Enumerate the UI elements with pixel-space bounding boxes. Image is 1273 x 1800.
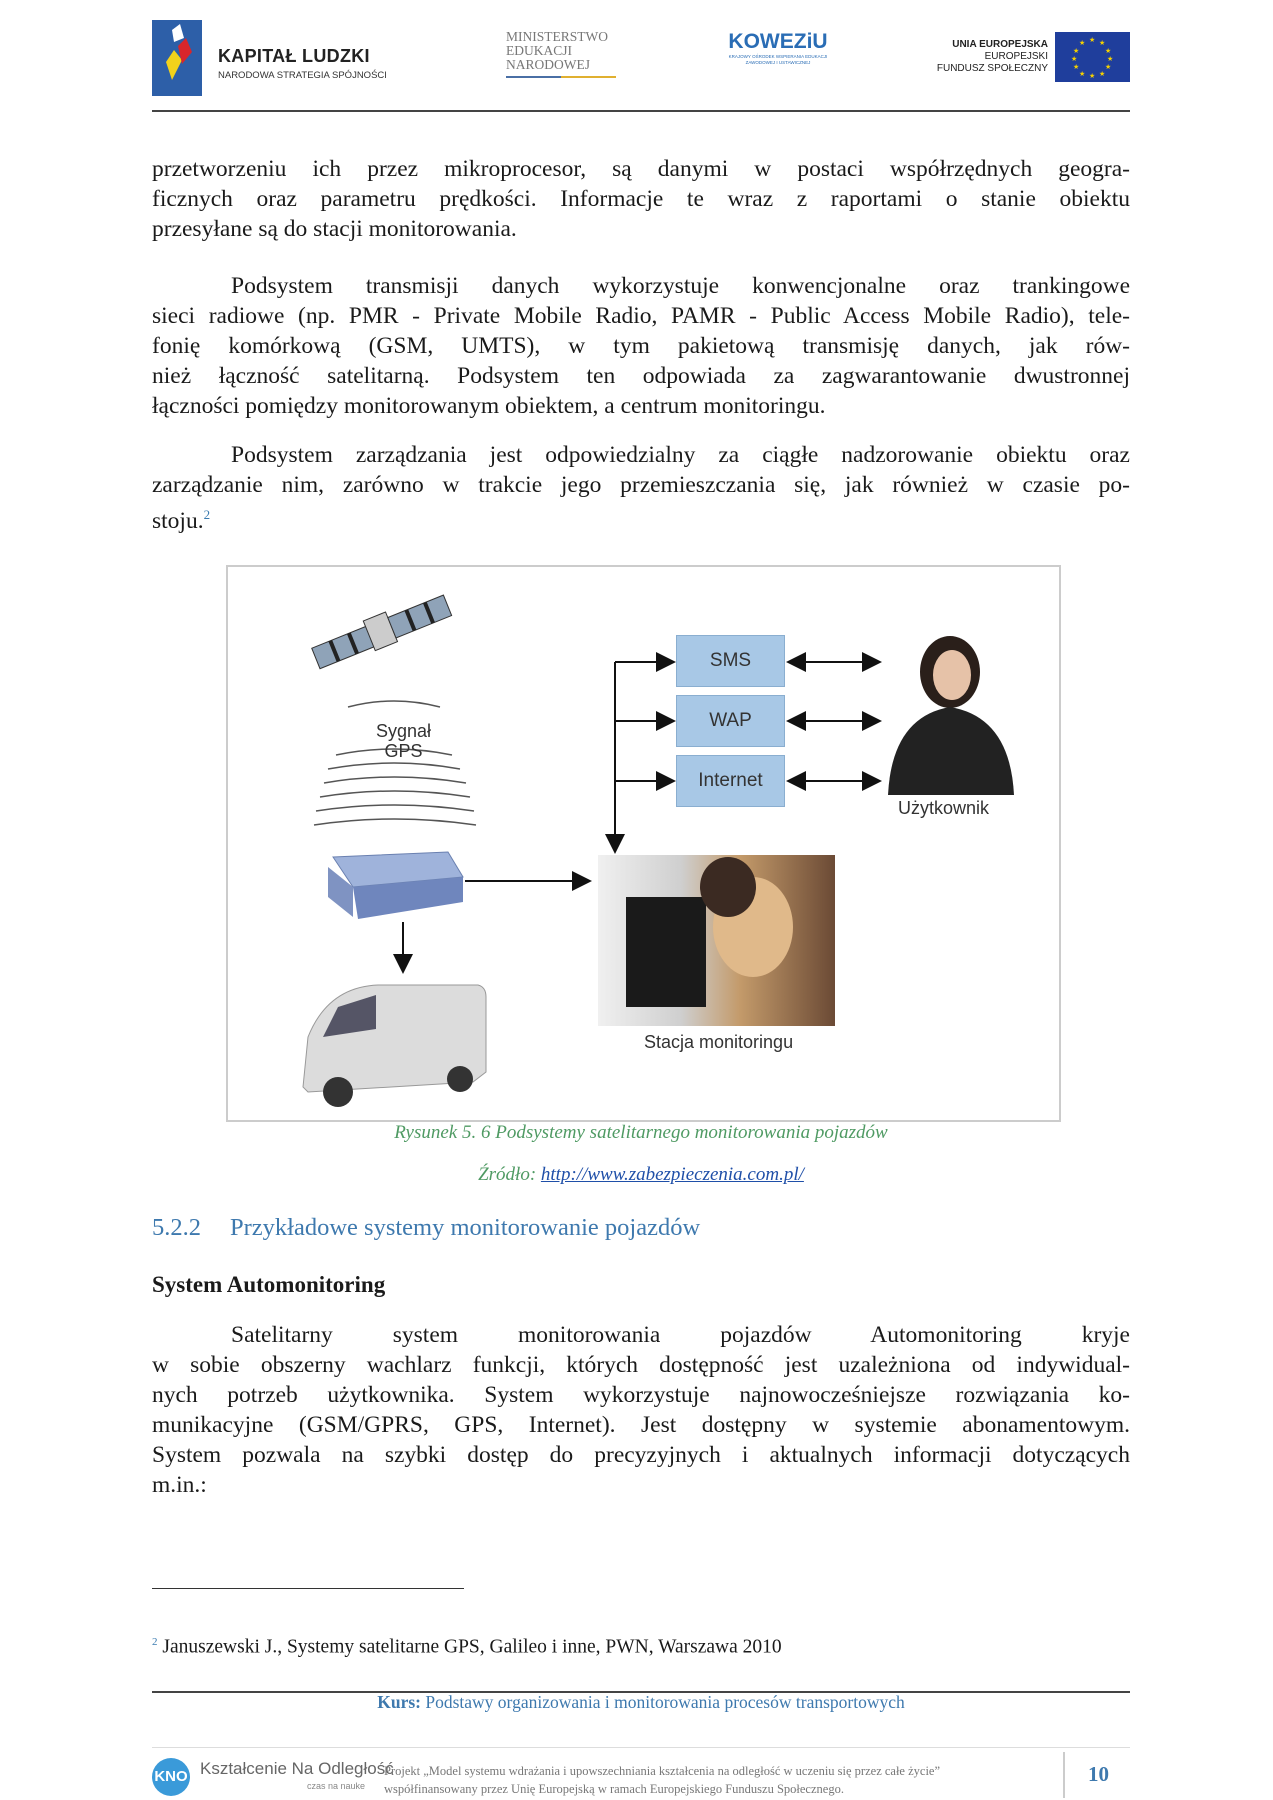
course-line [152,1692,1130,1713]
text-line: Podsystem zarządzania jest odpowiedzialny za ciągłe nadzorowanie obiektu oraz [231,442,1130,468]
subheading: System Automonitoring [152,1272,386,1297]
kapital-ludzki-logo [152,18,402,98]
header-divider [152,110,1130,112]
channel-box-sms: SMS [676,635,785,687]
user-woman-icon [888,636,1014,795]
satellite-icon [309,590,453,673]
kapital-ludzki-subtitle: NARODOWA STRATEGIA SPÓJNOŚCI [218,70,387,81]
text-line: nież łączność satelitarną. Podsystem ten odpowiada za zagwarantowanie dwustronnej [152,363,1130,389]
koweziu-subtitle: KRAJOWY OŚRODEK WSPIERANIA EDUKACJI ZAWODOWEJ I USTAWICZNEJ [728,54,828,65]
koweziu-title: KOWEZiU [728,30,828,53]
koweziu-logo [728,30,828,66]
knd-title: Kształcenie Na Odległość [200,1759,394,1778]
text-line: munikacyjne (GSM/GPRS, GPS, Internet). Jest dostępny w systemie abonamentowym. [152,1412,1130,1438]
eu-logo-text [937,39,1048,75]
footnote [152,1636,782,1659]
section-title: Przykładowe systemy monitorowanie pojazdów [230,1214,701,1241]
men-logo [506,30,616,78]
text-line: przesyłane są do stacji monitorowania. [152,216,517,242]
knd-slogan: czas na nauke [307,1781,366,1791]
footer-separator [1063,1752,1065,1798]
footnote-divider [152,1588,464,1589]
footnote-ref-link[interactable]: 2 [203,507,211,522]
text-line: sieci radiowe (np. PMR - Private Mobile Radio, PAMR - Public Access Mobile Radio), tele- [152,303,1130,329]
text-line: System pozwala na szybki dostęp do precyzyjnych i aktualnych informacji dotyczących [152,1442,1130,1468]
monitoring-station-photo [598,855,835,1026]
text-line: ficznych oraz parametru prędkości. Informacje te wraz z raportami o stanie obiektu [152,186,1130,212]
text-line: nych potrzeb użytkownika. System wykorzystuje najnowocześniejsze rozwiązania ko- [152,1382,1130,1408]
eu-flag-icon: ★ ★ ★ ★ ★ ★ ★ ★ ★ ★ ★ ★ [1055,32,1130,82]
text-line [152,500,1130,534]
text-line: przetworzeniu ich przez mikroprocesor, są danymi w postaci współrzędnych geogra- [152,156,1130,182]
text-line: Podsystem transmisji danych wykorzystuje konwencjonalne oraz trankingowe [231,273,1130,299]
kapital-ludzki-flag-icon [152,20,202,96]
men-logo-line: EDUKACJI [506,43,572,58]
channel-box-internet: Internet [676,755,785,807]
eu-logo [935,32,1130,84]
eu-logo-line: EUROPEJSKI [984,51,1048,62]
gps-signal-label [376,721,431,761]
text-line: zarządzanie nim, zarówno w trakcie jego przemieszczania się, jak również w czasie po- [152,472,1130,498]
men-logo-line: MINISTERSTWO [506,29,608,44]
project-line: współfinansowany przez Unię Europejską w ramach Europejskiego Funduszu Społecznego. [384,1782,844,1796]
section-number: 5.2.2 [152,1214,201,1241]
text-line: Satelitarny system monitorowania pojazdów Automonitoring kryje [231,1322,1130,1348]
text-fragment: stoju. [152,507,204,534]
text-line: m.in.: [152,1472,207,1498]
knd-logo [152,1756,394,1798]
gps-signal-waves-icon [314,701,476,825]
kapital-ludzki-title: KAPITAŁ LUDZKI [218,46,370,66]
section-heading [152,1214,700,1242]
user-label: Użytkownik [898,798,990,818]
footnote-number: 2 [152,1636,158,1648]
text-line: fonię komórkową (GSM, UMTS), w tym pakietową transmisję danych, jak rów- [152,333,1130,359]
text-line: w sobie obszerny wachlarz funkcji, których dostępność jest uzależniona od indywidual- [152,1352,1130,1378]
eu-logo-line: UNIA EUROPEJSKA [952,39,1048,50]
figure-diagram [226,565,1061,1122]
source-link[interactable]: http://www.zabezpieczenia.com.pl/ [540,1164,804,1185]
gps-label-line: Sygnał [376,721,432,741]
figure-source [152,1164,1130,1186]
page-number: 10 [1088,1762,1109,1786]
project-line: Projekt „Model systemu wdrażania i upowszechniania kształcenia na odległość w uczeniu się przez całe życie” [384,1764,941,1778]
gps-modem-icon [328,852,463,919]
channel-box-wap: WAP [676,695,785,747]
men-logo-line: NARODOWEJ [506,57,590,72]
gps-label-line: GPS [384,741,423,761]
knd-logo-icon: KNO [152,1758,190,1796]
station-label: Stacja monitoringu [644,1032,794,1052]
eu-logo-line: FUNDUSZ SPOŁECZNY [936,63,1048,74]
course-label: Kurs: [377,1692,421,1712]
footnote-text: Januszewski J., Systemy satelitarne GPS, Galileo i inne, PWN, Warszawa 2010 [162,1636,782,1658]
source-prefix: Źródło: [478,1164,541,1185]
van-icon [303,985,486,1107]
text-line: łączności pomiędzy monitorowanym obiektem, a centrum monitoringu. [152,393,826,419]
project-info [384,1762,940,1798]
course-title: Podstawy organizowania i monitorowania procesów transportowych [425,1692,905,1712]
footer-rule [152,1747,1130,1748]
men-pen-icon [506,76,616,78]
figure-caption: Rysunek 5. 6 Podsystemy satelitarnego monitorowania pojazdów [394,1122,888,1143]
